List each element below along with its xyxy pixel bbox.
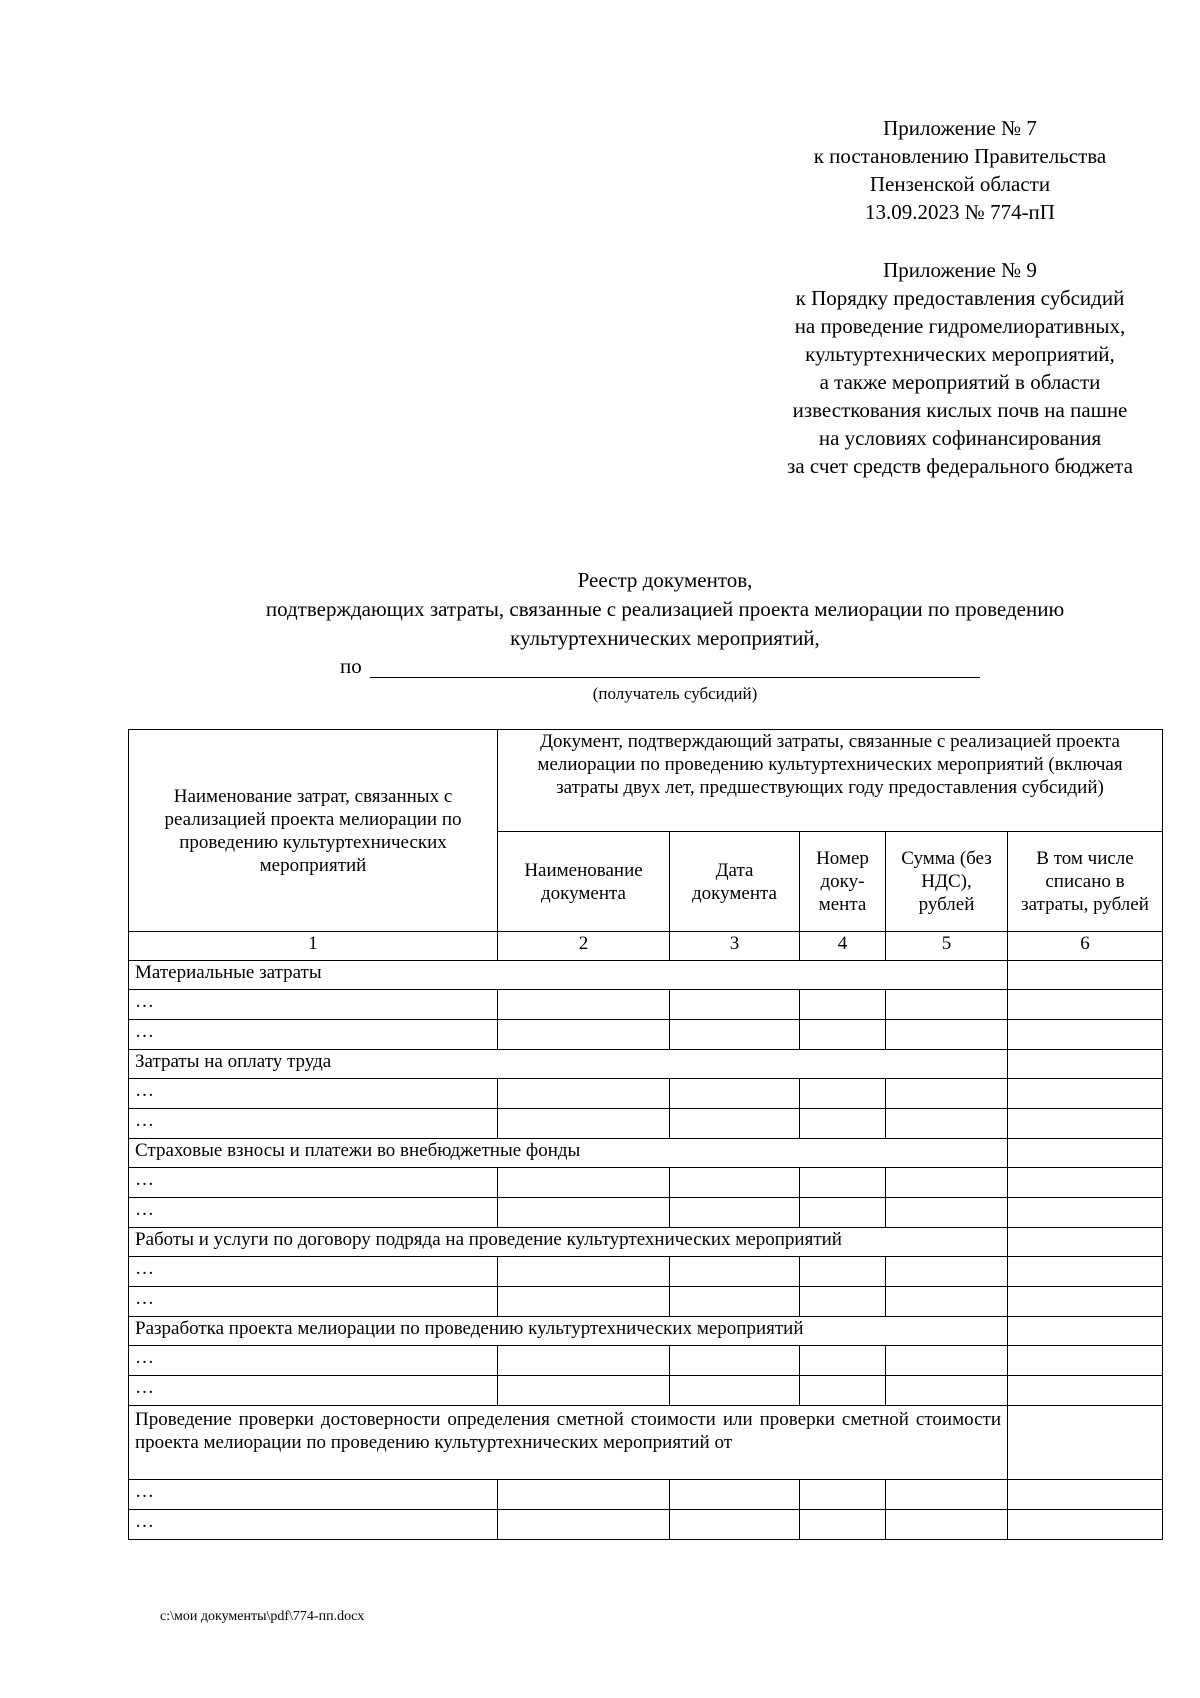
table-cell[interactable] bbox=[498, 1198, 670, 1228]
table-row bbox=[129, 1480, 1163, 1510]
row-placeholder: … bbox=[129, 1480, 498, 1510]
table-cell[interactable] bbox=[498, 1079, 670, 1109]
table-cell[interactable] bbox=[670, 1198, 800, 1228]
section-row bbox=[129, 1139, 1163, 1168]
table-cell[interactable] bbox=[1008, 1168, 1163, 1198]
table-cell[interactable] bbox=[800, 1346, 886, 1376]
table-row bbox=[129, 1198, 1163, 1228]
recipient-blank-line[interactable] bbox=[370, 677, 980, 678]
row-placeholder: … bbox=[129, 1109, 498, 1139]
footer-file-path: c:\мои документы\pdf\774-пп.docx bbox=[160, 1609, 365, 1624]
section-title: Разработка проекта мелиорации по проведению культуртехнических мероприятий bbox=[129, 1317, 1008, 1346]
table-cell[interactable] bbox=[1008, 1020, 1163, 1050]
table-cell[interactable] bbox=[670, 990, 800, 1020]
table-row bbox=[129, 1376, 1163, 1406]
table-cell[interactable] bbox=[1008, 1139, 1163, 1168]
table-cell[interactable] bbox=[800, 1198, 886, 1228]
appendix-9-line: известкования кислых почв на пашне bbox=[792, 398, 1128, 422]
appendix-9-line: Приложение № 9 bbox=[883, 258, 1037, 282]
table-cell[interactable] bbox=[1008, 1376, 1163, 1406]
table-cell[interactable] bbox=[498, 1020, 670, 1050]
table-cell[interactable] bbox=[1008, 961, 1163, 990]
header-doc-number: Номер доку-мента bbox=[800, 832, 886, 932]
appendix-9-line: к Порядку предоставления субсидий bbox=[795, 286, 1125, 310]
table-cell[interactable] bbox=[1008, 1257, 1163, 1287]
appendix-7-line: Приложение № 7 bbox=[883, 116, 1037, 140]
table-cell[interactable] bbox=[800, 1079, 886, 1109]
table-cell[interactable] bbox=[670, 1257, 800, 1287]
row-placeholder: … bbox=[129, 1020, 498, 1050]
column-number-row bbox=[129, 932, 1163, 961]
table-cell[interactable] bbox=[1008, 1480, 1163, 1510]
recipient-hint: (получатель субсидий) bbox=[592, 684, 758, 703]
appendix-7-header bbox=[700, 114, 1200, 226]
header-cost-name: Наименование затрат, связанных с реализацией проекта мелиорации по проведению культуртехнических мероприятий bbox=[129, 730, 498, 932]
table-cell[interactable] bbox=[498, 1109, 670, 1139]
table-row bbox=[129, 1287, 1163, 1317]
table-cell[interactable] bbox=[886, 1257, 1008, 1287]
table-cell[interactable] bbox=[800, 1480, 886, 1510]
table-row bbox=[129, 1346, 1163, 1376]
table-cell[interactable] bbox=[800, 1510, 886, 1540]
table-cell[interactable] bbox=[498, 1510, 670, 1540]
section-title: Материальные затраты bbox=[129, 961, 1008, 990]
table-row bbox=[129, 990, 1163, 1020]
table-cell[interactable] bbox=[800, 1109, 886, 1139]
table-cell[interactable] bbox=[498, 1287, 670, 1317]
title-line: культуртехнических мероприятий, bbox=[510, 626, 820, 650]
column-number: 5 bbox=[886, 932, 1008, 961]
section-title: Проведение проверки достоверности определения сметной стоимости или проверки сметной стоимости проекта мелиорации по проведению культуртехнических мероприятий от bbox=[129, 1406, 1008, 1480]
registry-table bbox=[128, 729, 1163, 1540]
table-cell[interactable] bbox=[670, 1510, 800, 1540]
recipient-prefix: по bbox=[340, 654, 362, 678]
table-cell[interactable] bbox=[1008, 1346, 1163, 1376]
table-cell[interactable] bbox=[670, 1480, 800, 1510]
section-row bbox=[129, 1050, 1163, 1079]
row-placeholder: … bbox=[129, 1376, 498, 1406]
header-written-off: В том числе списано в затраты, рублей bbox=[1008, 832, 1163, 932]
table-row bbox=[129, 1168, 1163, 1198]
table-row bbox=[129, 1510, 1163, 1540]
table-cell[interactable] bbox=[886, 1480, 1008, 1510]
column-number: 4 bbox=[800, 932, 886, 961]
header-amount: Сумма (без НДС), рублей bbox=[886, 832, 1008, 932]
table-cell[interactable] bbox=[886, 1020, 1008, 1050]
table-cell[interactable] bbox=[498, 1346, 670, 1376]
table-cell[interactable] bbox=[670, 1346, 800, 1376]
table-cell[interactable] bbox=[886, 990, 1008, 1020]
appendix-7-line: к постановлению Правительства bbox=[813, 144, 1107, 168]
appendix-9-header bbox=[700, 256, 1200, 480]
column-number: 6 bbox=[1008, 932, 1163, 961]
table-cell[interactable] bbox=[670, 1376, 800, 1406]
appendix-9-line: на условиях софинансирования bbox=[818, 426, 1102, 450]
row-placeholder: … bbox=[129, 1510, 498, 1540]
table-cell[interactable] bbox=[670, 1168, 800, 1198]
table-cell[interactable] bbox=[1008, 990, 1163, 1020]
table-row bbox=[129, 1079, 1163, 1109]
appendix-7-line: 13.09.2023 № 774-пП bbox=[865, 200, 1055, 224]
row-placeholder: … bbox=[129, 1257, 498, 1287]
row-placeholder: … bbox=[129, 1198, 498, 1228]
section-title: Страховые взносы и платежи во внебюджетные фонды bbox=[129, 1139, 1008, 1168]
table-cell[interactable] bbox=[498, 1376, 670, 1406]
header-document-group: Документ, подтверждающий затраты, связанные с реализацией проекта мелиорации по проведению культуртехнических мероприятий (включая затраты двух лет, предшествующих году предоставления субсидий) bbox=[498, 730, 1163, 832]
table-cell[interactable] bbox=[498, 1480, 670, 1510]
table-cell[interactable] bbox=[886, 1198, 1008, 1228]
title-line: подтверждающих затраты, связанные с реализацией проекта мелиорации по проведению bbox=[265, 597, 1065, 621]
row-placeholder: … bbox=[129, 1168, 498, 1198]
table-cell[interactable] bbox=[886, 1109, 1008, 1139]
table-cell[interactable] bbox=[1008, 1198, 1163, 1228]
table-cell[interactable] bbox=[1008, 1317, 1163, 1346]
table-cell[interactable] bbox=[1008, 1287, 1163, 1317]
section-title: Затраты на оплату труда bbox=[129, 1050, 1008, 1079]
column-number: 2 bbox=[498, 932, 670, 961]
table-cell[interactable] bbox=[800, 1020, 886, 1050]
table-cell[interactable] bbox=[886, 1376, 1008, 1406]
row-placeholder: … bbox=[129, 1287, 498, 1317]
column-number: 1 bbox=[129, 932, 498, 961]
table-cell[interactable] bbox=[886, 1287, 1008, 1317]
table-cell[interactable] bbox=[800, 1376, 886, 1406]
table-cell[interactable] bbox=[800, 990, 886, 1020]
section-row bbox=[129, 1228, 1163, 1257]
appendix-9-line: за счет средств федерального бюджета bbox=[787, 454, 1133, 478]
header-doc-date: Дата документа bbox=[670, 832, 800, 932]
table-cell[interactable] bbox=[1008, 1050, 1163, 1079]
appendix-7-line: Пензенской области bbox=[869, 172, 1051, 196]
row-placeholder: … bbox=[129, 990, 498, 1020]
table-row bbox=[129, 1257, 1163, 1287]
table-cell[interactable] bbox=[1008, 1510, 1163, 1540]
table-cell[interactable] bbox=[800, 1168, 886, 1198]
table-cell[interactable] bbox=[498, 1168, 670, 1198]
table-cell[interactable] bbox=[670, 1109, 800, 1139]
table-cell[interactable] bbox=[670, 1287, 800, 1317]
table-cell[interactable] bbox=[670, 1020, 800, 1050]
appendix-9-line: а также мероприятий в области bbox=[819, 370, 1101, 394]
table-cell[interactable] bbox=[886, 1168, 1008, 1198]
section-row bbox=[129, 1317, 1163, 1346]
appendix-9-line: культуртехнических мероприятий, bbox=[805, 342, 1115, 366]
table-cell[interactable] bbox=[1008, 1079, 1163, 1109]
title-line: Реестр документов, bbox=[577, 568, 753, 592]
table-row bbox=[129, 1020, 1163, 1050]
section-title: Работы и услуги по договору подряда на проведение культуртехнических мероприятий bbox=[129, 1228, 1008, 1257]
section-row bbox=[129, 1406, 1163, 1480]
section-row bbox=[129, 961, 1163, 990]
header-doc-name: Наименование документа bbox=[498, 832, 670, 932]
appendix-9-line: на проведение гидромелиоративных, bbox=[794, 314, 1126, 338]
table-cell[interactable] bbox=[886, 1079, 1008, 1109]
table-cell[interactable] bbox=[1008, 1228, 1163, 1257]
table-cell[interactable] bbox=[800, 1287, 886, 1317]
table-cell[interactable] bbox=[800, 1257, 886, 1287]
table-cell[interactable] bbox=[670, 1079, 800, 1109]
table-cell[interactable] bbox=[1008, 1406, 1163, 1480]
recipient-field bbox=[0, 652, 1200, 712]
table-cell[interactable] bbox=[886, 1510, 1008, 1540]
document-title bbox=[130, 566, 1200, 653]
table-cell[interactable] bbox=[1008, 1109, 1163, 1139]
row-placeholder: … bbox=[129, 1079, 498, 1109]
column-number: 3 bbox=[670, 932, 800, 961]
row-placeholder: … bbox=[129, 1346, 498, 1376]
table-cell[interactable] bbox=[498, 1257, 670, 1287]
table-row bbox=[129, 1109, 1163, 1139]
table-cell[interactable] bbox=[886, 1346, 1008, 1376]
table-cell[interactable] bbox=[498, 990, 670, 1020]
